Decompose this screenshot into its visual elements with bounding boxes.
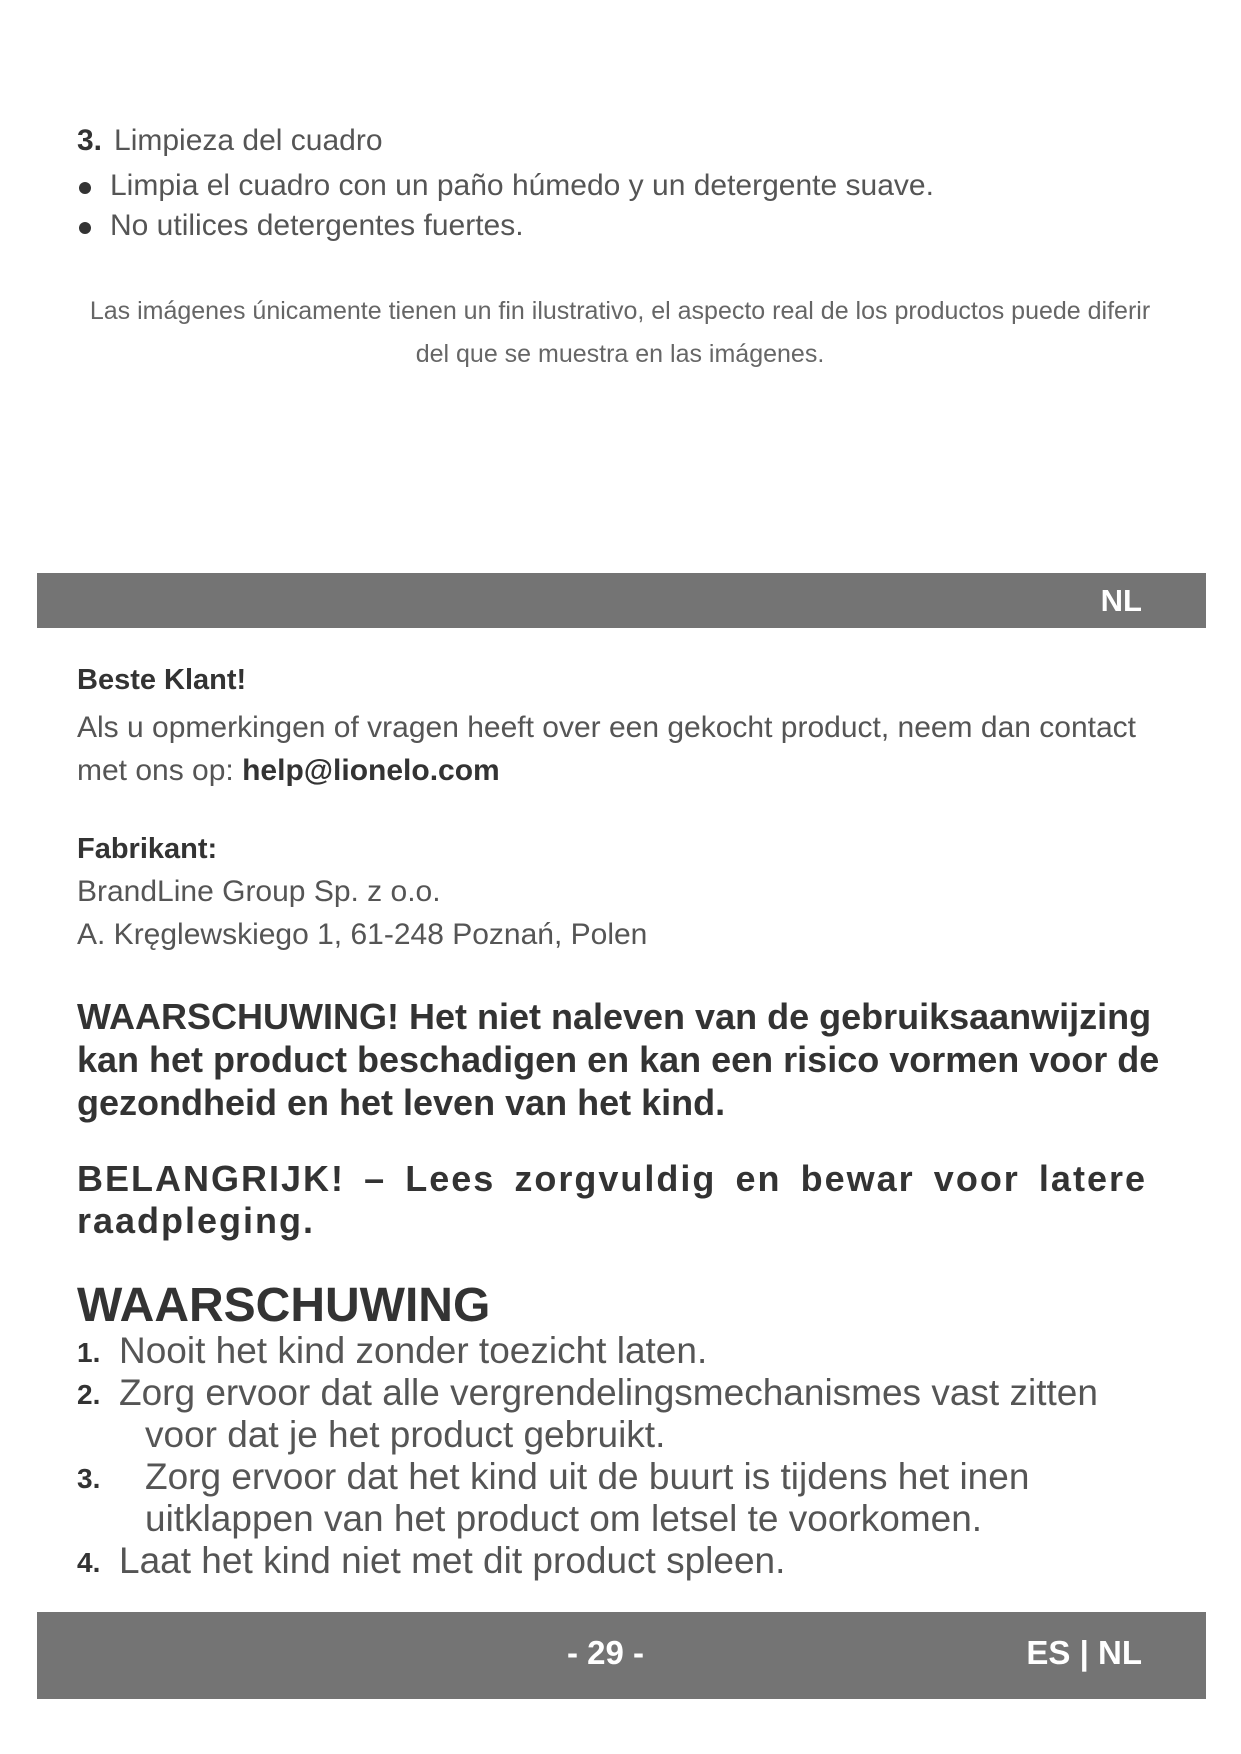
footer-languages: ES | NL xyxy=(1026,1634,1142,1671)
item-text-continued: voor dat je het product gebruikt. xyxy=(145,1414,666,1455)
warning-statement: WAARSCHUWING! Het niet naleven van de gebruiksaanwijzing kan het product beschadigen en kan een risico vormen voor de gezondheid en het leven van het kind. xyxy=(77,996,1160,1123)
language-label: NL xyxy=(1100,583,1142,618)
item-text: Laat het kind niet met dit product spleen. xyxy=(119,1540,786,1581)
item-text: Zorg ervoor dat alle vergrendelingsmechanismes vast zitten xyxy=(119,1372,1098,1413)
step-title: Limpieza del cuadro xyxy=(114,124,383,157)
page-footer xyxy=(37,1612,1206,1699)
warning-item xyxy=(77,1456,1177,1540)
item-text: Nooit het kind zonder toezicht laten. xyxy=(119,1330,708,1371)
item-number: 2. xyxy=(77,1379,101,1410)
intro-text: Als u opmerkingen of vragen heeft over een gekocht product, neem dan contact met ons op: xyxy=(77,711,1136,787)
cleaning-bullet-list xyxy=(77,166,934,246)
warning-item xyxy=(77,1372,1177,1456)
page-number: - 29 - xyxy=(567,1634,645,1671)
intro-paragraph xyxy=(77,706,1177,792)
greeting: Beste Klant! xyxy=(77,664,247,696)
warning-item xyxy=(77,1330,1177,1372)
warning-item xyxy=(77,1540,1177,1582)
cleaning-step-heading xyxy=(77,124,383,158)
item-number: 4. xyxy=(77,1547,101,1578)
item-text: Zorg ervoor dat het kind uit de buurt is tijdens het inen xyxy=(145,1456,1030,1497)
warning-heading: WAARSCHUWING xyxy=(77,1279,491,1332)
warning-list xyxy=(77,1330,1177,1582)
image-disclaimer: Las imágenes únicamente tienen un fin ilustrativo, el aspecto real de los productos puede diferir del que se muestra en las imágenes. xyxy=(89,297,1151,368)
language-band xyxy=(37,573,1206,628)
manufacturer-address: A. Kręglewskiego 1, 61-248 Poznań, Polen xyxy=(77,918,648,951)
bullet-item: No utilices detergentes fuertes. xyxy=(77,206,934,246)
item-number: 3. xyxy=(77,1463,101,1494)
item-number: 1. xyxy=(77,1337,101,1368)
step-number: 3. xyxy=(77,124,103,157)
manufacturer-name: BrandLine Group Sp. z o.o. xyxy=(77,875,441,908)
bullet-item: Limpia el cuadro con un paño húmedo y un detergente suave. xyxy=(77,166,934,206)
manufacturer-label: Fabrikant: xyxy=(77,833,218,865)
item-text-continued: uitklappen van het product om letsel te voorkomen. xyxy=(145,1498,983,1539)
support-email-link[interactable]: help@lionelo.com xyxy=(242,754,500,787)
important-notice: BELANGRIJK! – Lees zorgvuldig en bewar voor latere raadpleging. xyxy=(77,1158,1147,1241)
